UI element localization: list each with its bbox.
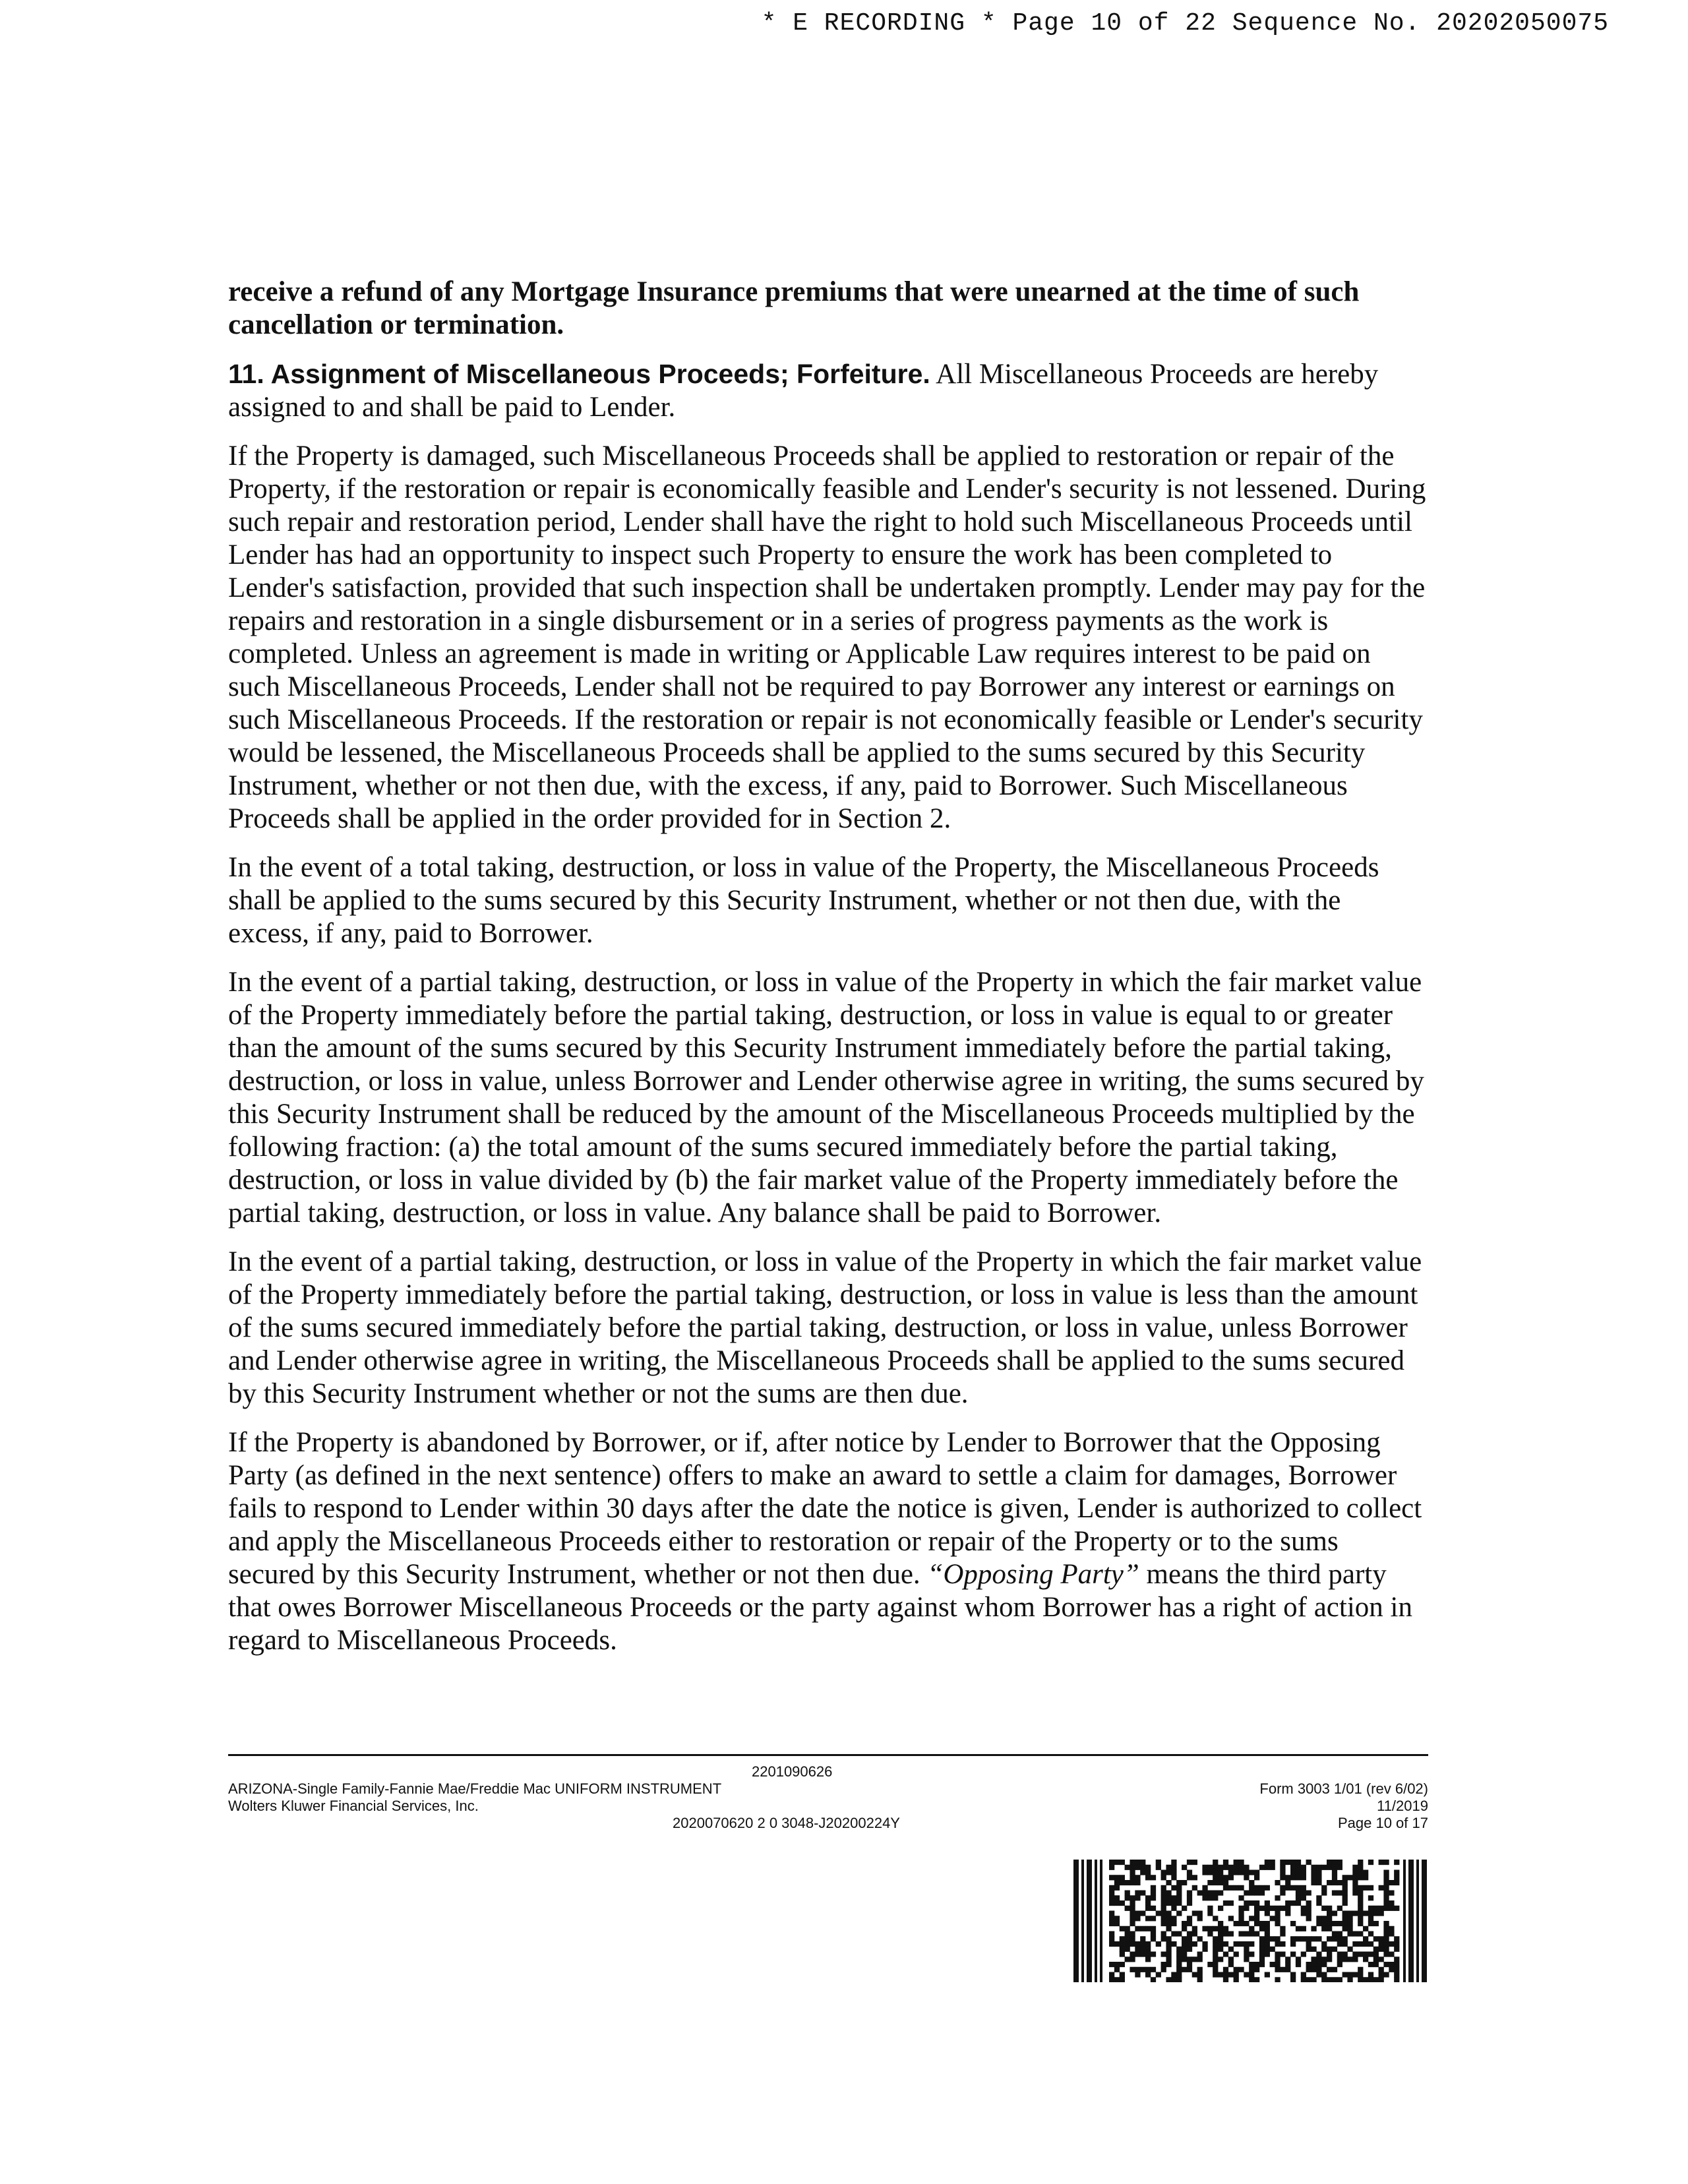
abandoned-text-start: If the Property is abandoned by Borrower, or if, after notice by Lender to Borrower that the Opposing Party (as defined in the next sentence) offers to make an award to settle a claim for damages, Borrower fails to respond to Lender within 30 days after the date the notice is given, Lender is authorized to collect and apply the Miscellaneous Proceeds either to restoration or repair of the Property or to the sums secured by this Security Instrument, whether or not then due. <box>228 1427 1422 1590</box>
form-title: ARIZONA-Single Family-Fannie Mae/Freddie Mac UNIFORM INSTRUMENT <box>228 1780 722 1797</box>
loan-number: 2201090626 <box>752 1763 833 1780</box>
document-body <box>228 276 1428 1673</box>
paragraph-partial-less: In the event of a partial taking, destruction, or loss in value of the Property in which the fair market value of the Property immediately before the partial taking, destruction, or loss in value is less than the amount of the sums secured immediately before the partial taking, destruction, or loss in value, unless Borrower and Lender otherwise agree in writing, the Miscellaneous Proceeds shall be applied to the sums secured by this Security Instrument whether or not the sums are then due. <box>228 1246 1422 1409</box>
intro-paragraph: receive a refund of any Mortgage Insurance premiums that were unearned at the time of such cancellation or termination. <box>228 276 1360 340</box>
recording-header: * E RECORDING * Page 10 of 22 Sequence No. 20202050075 <box>761 9 1609 38</box>
publisher: Wolters Kluwer Financial Services, Inc. <box>228 1798 479 1814</box>
paragraph-total-taking: In the event of a total taking, destruction, or loss in value of the Property, the Miscellaneous Proceeds shall be applied to the sums secured by this Security Instrument, whether or not then due, with the excess, if any, paid to Borrower. <box>228 852 1379 949</box>
page-label: Page 10 of 17 <box>1337 1815 1428 1831</box>
form-date: 11/2019 <box>1377 1798 1428 1814</box>
section-heading: 11. Assignment of Miscellaneous Proceeds; Forfeiture. <box>228 359 930 389</box>
opposing-party-term: “Opposing Party” <box>927 1559 1139 1590</box>
section-first-text: All Miscellaneous Proceeds are hereby assigned to and shall be paid to Lender. <box>228 359 1379 423</box>
paragraph-damaged: If the Property is damaged, such Miscellaneous Proceeds shall be applied to restoration or repair of the Property, if the restoration or repair is economically feasible and Lender's security is not lessened. During such repair and restoration period, Lender shall have the right to hold such Miscellaneous Proceeds until Lender has had an opportunity to inspect such Property to ensure the work has been completed to Lender's satisfaction, provided that such inspection shall be undertaken promptly. Lender may pay for the repairs and restoration in a single disbursement or in a series of progress payments as the work is completed. Unless an agreement is made in writing or Applicable Law requires interest to be paid on such Miscellaneous Proceeds, Lender shall not be required to pay Borrower any interest or earnings on such Miscellaneous Proceeds. If the restoration or repair is not economically feasible or Lender's security would be lessened, the Miscellaneous Proceeds shall be applied to the sums secured by this Security Instrument, whether or not then due, with the excess, if any, paid to Borrower. Such Miscellaneous Proceeds shall be applied in the order provided for in Section 2. <box>228 440 1426 834</box>
section-11-paragraph <box>228 357 1428 424</box>
barcode-icon <box>1073 1860 1428 1982</box>
paragraph-abandoned <box>228 1426 1428 1657</box>
footer-divider <box>228 1754 1428 1756</box>
paragraph-partial-equal: In the event of a partial taking, destruction, or loss in value of the Property in which the fair market value of the Property immediately before the partial taking, destruction, or loss in value is equal to or greater than the amount of the sums secured by this Security Instrument immediately before the partial taking, destruction, or loss in value, unless Borrower and Lender otherwise agree in writing, the sums secured by this Security Instrument shall be reduced by the amount of the Miscellaneous Proceeds multiplied by the following fraction: (a) the total amount of the sums secured immediately before the partial taking, destruction, or loss in value divided by (b) the fair market value of the Property immediately before the partial taking, destruction, or loss in value. Any balance shall be paid to Borrower. <box>228 967 1424 1228</box>
abandoned-text-end: means the third party that owes Borrower Miscellaneous Proceeds or the party against whom Borrower has a right of action in regard to Miscellaneous Proceeds. <box>228 1559 1412 1656</box>
document-code: 2020070620 2 0 3048-J20200224Y <box>673 1815 900 1831</box>
form-number: Form 3003 1/01 (rev 6/02) <box>1259 1780 1428 1797</box>
